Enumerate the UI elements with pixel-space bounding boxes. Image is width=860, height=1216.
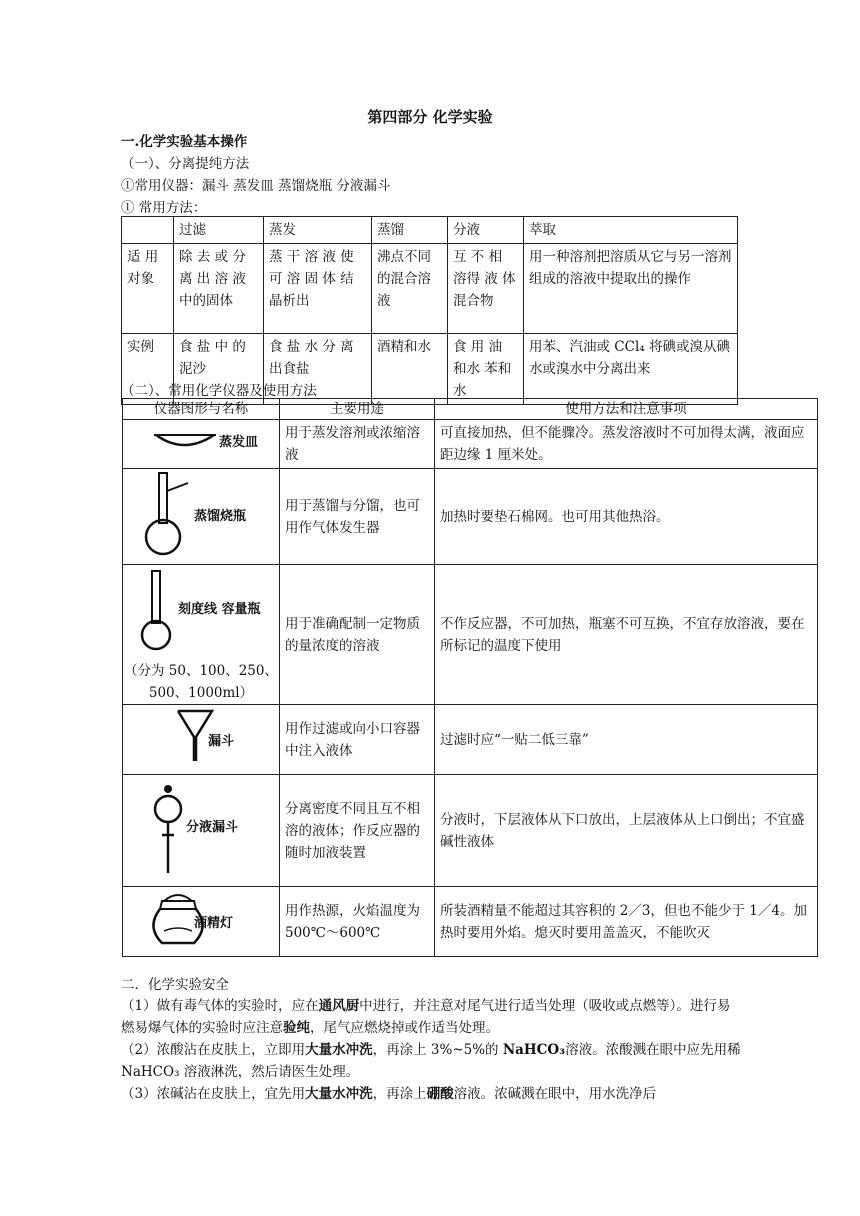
table-header-cell: 使用方法和注意事项 <box>435 399 818 420</box>
text-run: （2）浓酸沾在皮肤上，立即用 <box>121 1042 306 1058</box>
safety-paragraph-3 <box>121 1083 741 1105</box>
evaporating-dish-icon <box>126 421 276 461</box>
alcohol-lamp-icon <box>126 887 276 949</box>
emphasis-text: 验纯 <box>283 1020 310 1036</box>
instrument-figure <box>123 705 280 775</box>
instrument-name: 漏斗 <box>208 734 235 749</box>
emphasis-text: 大量水冲洗 <box>305 1086 373 1102</box>
table-cell: 用一种溶剂把溶质从它与另一溶剂组成的溶液中提取出的操作 <box>524 244 738 334</box>
instrument-note: 不作反应器，不可加热，瓶塞不可互换，不宜存放溶液，要在所标记的温度下使用 <box>435 565 818 705</box>
volumetric-flask-caption: （分为 50、100、250、500、1000ml） <box>123 663 278 701</box>
instrument-use: 用作热源，火焰温度为 500℃～600℃ <box>280 887 435 957</box>
subsection-instruments-heading: （二）、常用化学仪器及使用方法 <box>121 383 317 399</box>
instrument-use: 用于准确配制一定物质的量浓度的溶液 <box>280 565 435 705</box>
table-row <box>123 469 818 565</box>
instrument-use: 用于蒸发溶剂或浓缩溶液 <box>280 420 435 469</box>
instrument-note: 加热时要垫石棉网。也可用其他热浴。 <box>435 469 818 565</box>
instrument-note: 可直接加热，但不能骤冷。蒸发溶液时不可加得太满，液面应距边缘 1 厘米处。 <box>435 420 818 469</box>
table-row <box>122 244 738 334</box>
page-title: 第四部分 化学实验 <box>367 108 493 126</box>
instruments-table <box>122 398 818 957</box>
instrument-figure <box>123 887 280 957</box>
table-cell: 酒精和水 <box>372 334 448 405</box>
text-run: 溶液。浓碱溅在眼中，用水洗净后 <box>453 1086 657 1102</box>
distillation-flask-icon <box>126 469 276 557</box>
table-header-row <box>122 217 738 244</box>
safety-paragraph-1 <box>121 995 741 1039</box>
table-cell: 用苯、汽油或 CCl₄ 将碘或溴从碘水或溴水中分离出来 <box>524 334 738 405</box>
section-2-heading: 二．化学实验安全 <box>121 977 229 993</box>
table-row <box>123 565 818 705</box>
text-run: ，尾气应燃烧掉或作适当处理。 <box>310 1020 499 1036</box>
table-header-cell: 过滤 <box>174 217 264 244</box>
subsection-separation-heading: （一）、分离提纯方法 <box>121 156 250 172</box>
funnel-icon <box>126 705 276 767</box>
table-cell: 食 盐 中 的泥沙 <box>174 334 264 405</box>
text-run: ，再涂上 3%~5%的 <box>372 1042 503 1058</box>
separatory-funnel-icon <box>126 775 276 879</box>
volumetric-flask-icon <box>126 569 276 653</box>
text-run: 溶液。浓酸溅在眼中应先用稀 NaHCO₃ 溶液淋洗，然后请医生处理。 <box>121 1042 741 1080</box>
table-header-cell: 蒸馏 <box>372 217 448 244</box>
instrument-use: 分离密度不同且互不相溶的液体；作反应器的随时加液装置 <box>280 775 435 887</box>
common-methods-label: ① 常用方法： <box>121 200 207 216</box>
instrument-name: 分液漏斗 <box>186 820 239 835</box>
row-label: 实例 <box>122 334 174 405</box>
table-cell: 互 不 相 溶得 液 体 混合物 <box>448 244 524 334</box>
instrument-name: 蒸馏烧瓶 <box>194 509 247 524</box>
table-header-row <box>123 399 818 420</box>
instrument-use: 用于蒸馏与分馏，也可用作气体发生器 <box>280 469 435 565</box>
emphasis-text: 通风厨 <box>318 998 360 1014</box>
table-header-cell: 蒸发 <box>264 217 372 244</box>
table-header-cell: 萃取 <box>524 217 738 244</box>
instrument-figure <box>123 565 280 705</box>
instrument-name: 蒸发皿 <box>219 434 259 450</box>
text-run: （3）浓碱沾在皮肤上，宜先用 <box>121 1086 306 1102</box>
emphasis-text: 大量水冲洗 <box>305 1042 373 1058</box>
instrument-note: 过滤时应“一贴二低三靠” <box>435 705 818 775</box>
table-row <box>123 420 818 469</box>
table-header-cell <box>122 217 174 244</box>
row-label: 适 用对象 <box>122 244 174 334</box>
table-cell: 食 盐 水 分 离出食盐 <box>264 334 372 405</box>
instrument-note: 分液时，下层液体从下口放出，上层液体从上口倒出；不宜盛碱性液体 <box>435 775 818 887</box>
table-header-cell: 仪器图形与名称 <box>123 399 280 420</box>
table-cell: 沸点不同的混合溶液 <box>372 244 448 334</box>
instrument-name: 刻度线 容量瓶 <box>178 602 261 617</box>
emphasis-text: NaHCO₃ <box>502 1042 566 1058</box>
instrument-figure <box>123 775 280 887</box>
table-cell: 蒸 干 溶 液 使可 溶 固 体 结晶析出 <box>264 244 372 334</box>
table-row <box>123 775 818 887</box>
text-run: （1）做有毒气体的实验时，应在 <box>121 998 319 1014</box>
text-run: 中进行，并注意对尾气进行适当处理（吸收或点燃等）。进行易燃易爆气体的实验时应注意 <box>121 998 731 1036</box>
emphasis-text: 硼酸 <box>426 1086 454 1102</box>
table-cell: 食 用 油 和水 苯和水 <box>448 334 524 405</box>
table-cell: 除 去 或 分离 出 溶 液中的固体 <box>174 244 264 334</box>
separation-methods-table <box>121 216 738 405</box>
text-run: ，再涂上 <box>372 1086 427 1102</box>
instrument-name: 酒精灯 <box>194 916 234 931</box>
table-header-cell: 分液 <box>448 217 524 244</box>
common-instruments-line: ①常用仪器：漏斗 蒸发皿 蒸馏烧瓶 分液漏斗 <box>121 178 391 194</box>
section-1-heading: 一.化学实验基本操作 <box>121 134 248 150</box>
table-header-cell: 主要用途 <box>280 399 435 420</box>
table-row <box>123 887 818 957</box>
table-row <box>123 705 818 775</box>
instrument-note: 所装酒精量不能超过其容积的 2／3，但也不能少于 1／4。加热时要用外焰。熄灭时要用盖盖灭，不能吹灭 <box>435 887 818 957</box>
instrument-figure <box>123 469 280 565</box>
instrument-figure <box>123 420 280 469</box>
safety-paragraph-2 <box>121 1039 741 1083</box>
instrument-use: 用作过滤或向小口容器中注入液体 <box>280 705 435 775</box>
